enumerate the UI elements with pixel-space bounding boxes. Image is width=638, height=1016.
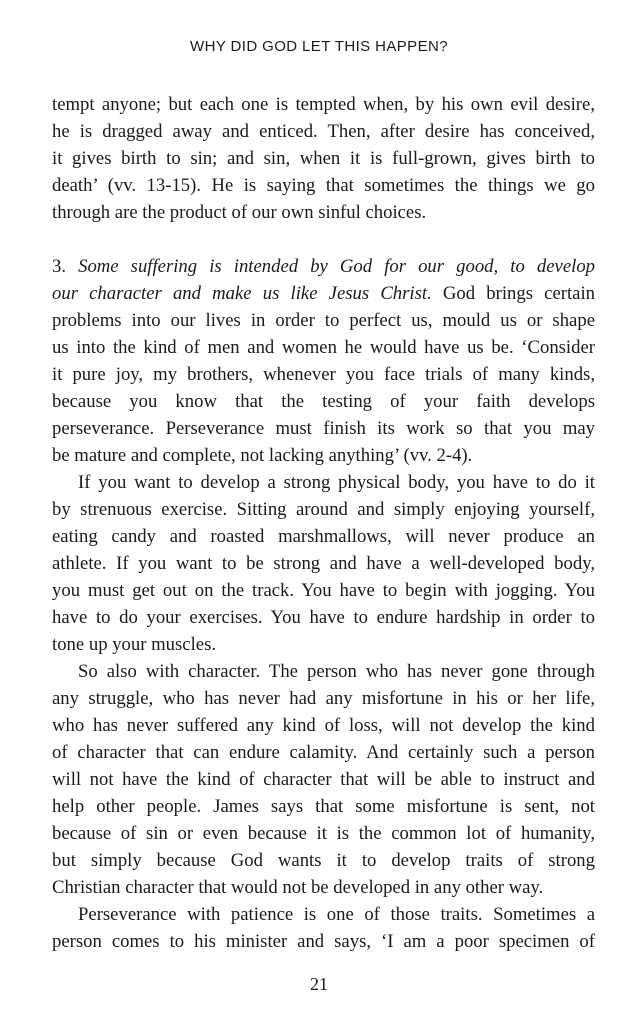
text-line: us into the kind of men and women he would have us be. ‘Consider	[52, 337, 595, 358]
italic-heading: our character and make us like Jesus Christ.	[52, 283, 432, 304]
text-line: tempt anyone; but each one is tempted when, by his own evil desire,	[52, 94, 595, 115]
text-line: but simply because God wants it to develop traits of strong	[52, 850, 595, 871]
paragraph	[52, 91, 595, 226]
text-line: If you want to develop a strong physical body, you have to do it	[78, 472, 595, 493]
text-line: person comes to his minister and says, ‘I am a poor specimen of	[52, 931, 595, 952]
text-run: God brings certain	[431, 283, 595, 304]
text-line: by strenuous exercise. Sitting around and simply enjoying yourself,	[52, 499, 595, 520]
text-line: have to do your exercises. You have to endure hardship in order to	[52, 607, 595, 628]
text-line: Christian character that would not be developed in any other way.	[52, 877, 544, 898]
paragraph	[52, 469, 595, 658]
text-line: he is dragged away and enticed. Then, after desire has conceived,	[52, 121, 595, 142]
italic-heading: Some suffering is intended by God for our good, to develop	[78, 256, 595, 277]
text-line: tone up your muscles.	[52, 634, 217, 655]
text-line: death’ (vv. 13-15). He is saying that sometimes the things we go	[52, 175, 595, 196]
page-number: 21	[310, 974, 328, 994]
paragraph	[52, 253, 595, 469]
paragraph	[52, 658, 595, 901]
text-line: Perseverance with patience is one of those traits. Sometimes a	[78, 904, 595, 925]
text-line: be mature and complete, not lacking anything’ (vv. 2-4).	[52, 445, 473, 466]
point-number: 3.	[52, 256, 79, 277]
text-line: of character that can endure calamity. And certainly such a person	[52, 742, 595, 763]
paragraph	[52, 901, 595, 955]
text-line: through are the product of our own sinful choices.	[52, 202, 427, 223]
text-line: because of sin or even because it is the common lot of humanity,	[52, 823, 595, 844]
text-line	[52, 280, 595, 307]
running-title: WHY DID GOD LET THIS HAPPEN?	[190, 38, 448, 55]
text-line: it gives birth to sin; and sin, when it is full-grown, gives birth to	[52, 148, 595, 169]
text-line: eating candy and roasted marshmallows, will never produce an	[52, 526, 595, 547]
body-text	[52, 91, 595, 955]
text-line: perseverance. Perseverance must finish its work so that you may	[52, 418, 595, 439]
text-line: any struggle, who has never had any misfortune in his or her life,	[52, 688, 595, 709]
text-line: it pure joy, my brothers, whenever you face trials of many kinds,	[52, 364, 595, 385]
paragraph-gap	[52, 226, 595, 253]
text-line: who has never suffered any kind of loss, will not develop the kind	[52, 715, 595, 736]
text-line: problems into our lives in order to perfect us, mould us or shape	[52, 310, 595, 331]
text-line: will not have the kind of character that will be able to instruct and	[52, 769, 595, 790]
text-line	[52, 253, 595, 280]
text-line: So also with character. The person who has never gone through	[78, 661, 595, 682]
text-line: help other people. James says that some misfortune is sent, not	[52, 796, 595, 817]
text-line: you must get out on the track. You have to begin with jogging. You	[52, 580, 595, 601]
text-line: athlete. If you want to be strong and have a well-developed body,	[52, 553, 595, 574]
text-line: because you know that the testing of your faith develops	[52, 391, 595, 412]
